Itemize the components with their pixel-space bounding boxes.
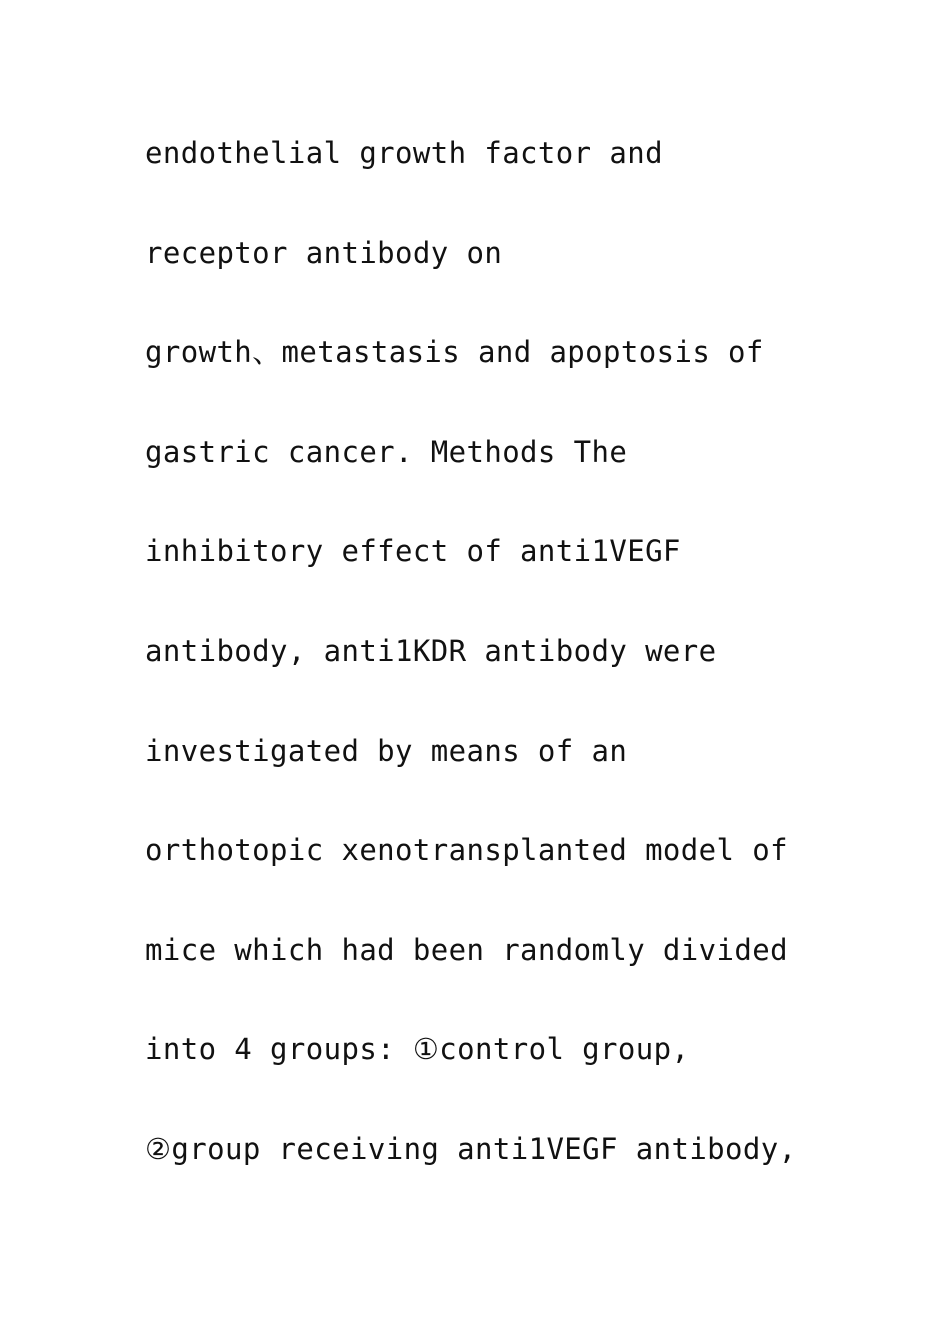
text-line: mice which had been randomly divided — [145, 932, 788, 967]
text-line: growth、metastasis and apoptosis of — [145, 335, 764, 370]
text-line: ②group receiving anti1VEGF antibody, — [145, 1131, 797, 1166]
text-line: orthotopic xenotransplanted model of — [145, 833, 788, 868]
abstract-text — [145, 124, 925, 1220]
text-line: gastric cancer. Methods The — [145, 434, 628, 469]
text-line: receptor antibody on — [145, 235, 503, 270]
text-line: investigated by means of an — [145, 733, 628, 768]
text-line: into 4 groups: ①control group, — [145, 1032, 690, 1067]
text-line: endothelial growth factor and — [145, 136, 663, 170]
text-line: antibody, anti1KDR antibody were — [145, 633, 717, 668]
text-line: inhibitory effect of anti1VEGF — [145, 534, 681, 569]
